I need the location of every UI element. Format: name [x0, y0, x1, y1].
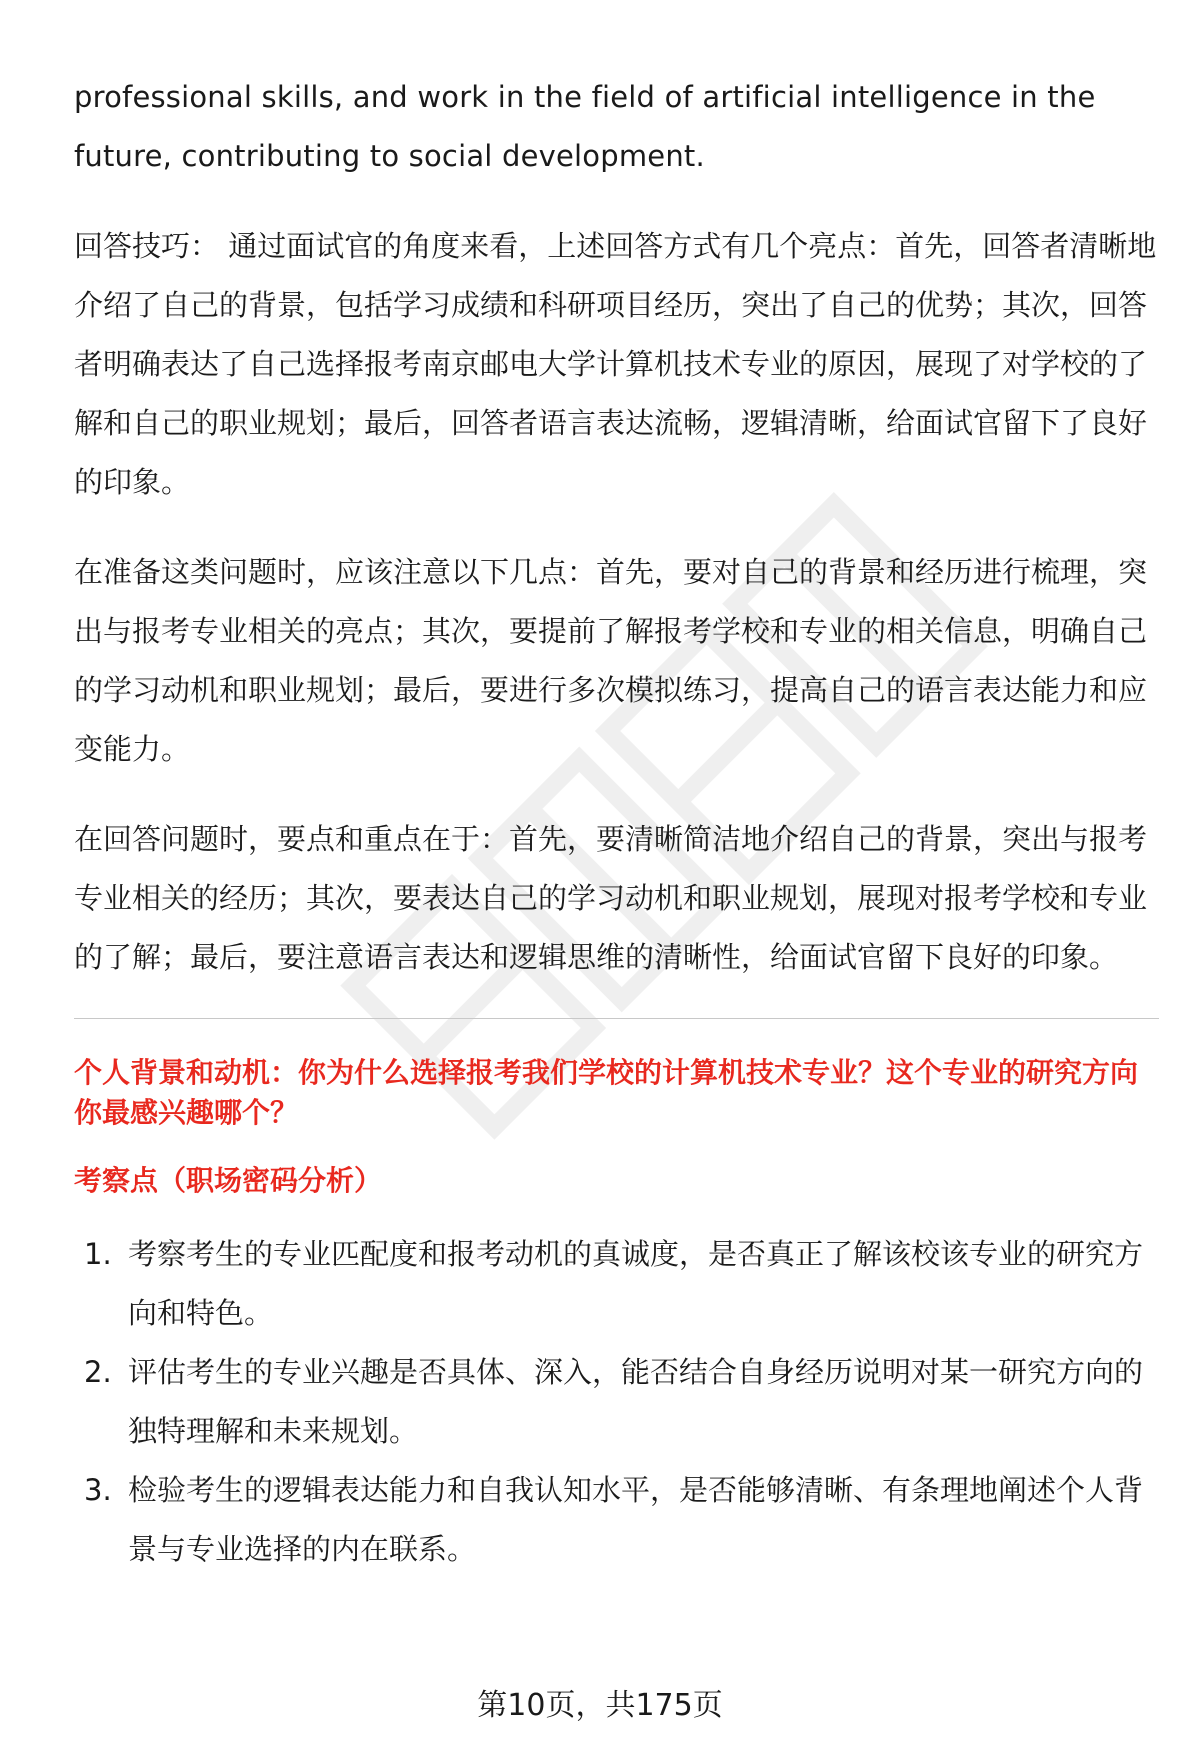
paragraph-preparation: 在准备这类问题时，应该注意以下几点：首先，要对自己的背景和经历进行梳理，突出与报考专业相关的亮点；其次，要提前了解报考学校和专业的相关信息，明确自己的学习动机和职业规划；最后，要进行多次模拟练习，提高自己的语言表达能力和应变能力。 [74, 555, 1148, 766]
paragraph-answer-keypoints: 在回答问题时，要点和重点在于：首先，要清晰简洁地介绍自己的背景，突出与报考专业相关的经历；其次，要表达自己的学习动机和职业规划，展现对报考学校和专业的了解；最后，要注意语言表达和逻辑思维的清晰性，给面试官留下良好的印象。 [74, 822, 1148, 974]
list-item [74, 1225, 1159, 1343]
list-item-number: 2. [84, 1355, 112, 1389]
assessment-points-heading: 考察点（职场密码分析） [74, 1164, 383, 1197]
list-item [74, 1461, 1159, 1579]
question-heading: 个人背景和动机：你为什么选择报考我们学校的计算机技术专业？这个专业的研究方向你最感兴趣哪个？ [74, 1056, 1139, 1129]
list-item [74, 1343, 1159, 1461]
list-item-text: 评估考生的专业兴趣是否具体、深入，能否结合自身经历说明对某一研究方向的独特理解和未来规划。 [128, 1355, 1144, 1448]
list-item-number: 1. [84, 1237, 112, 1271]
section-divider [74, 1018, 1159, 1019]
assessment-points-list [74, 1225, 1159, 1579]
document-page [74, 68, 1159, 1579]
list-item-text: 检验考生的逻辑表达能力和自我认知水平，是否能够清晰、有条理地阐述个人背景与专业选择的内在联系。 [128, 1473, 1144, 1566]
list-item-number: 3. [84, 1473, 112, 1507]
paragraph-english-continuation: professional skills, and work in the field of artificial intelligence in the future, contributing to social development. [74, 80, 1096, 173]
paragraph-answer-tips: 回答技巧： 通过面试官的角度来看，上述回答方式有几个亮点：首先，回答者清晰地介绍了自己的背景，包括学习成绩和科研项目经历，突出了自己的优势；其次，回答者明确表达了自己选择报考南京邮电大学计算机技术专业的原因，展现了对学校的了解和自己的职业规划；最后，回答者语言表达流畅，逻辑清晰，给面试官留下了良好的印象。 [74, 229, 1157, 499]
list-item-text: 考察考生的专业匹配度和报考动机的真诚度，是否真正了解该校该专业的研究方向和特色。 [128, 1237, 1144, 1330]
page-number-footer: 第10页，共175页 [477, 1688, 723, 1723]
